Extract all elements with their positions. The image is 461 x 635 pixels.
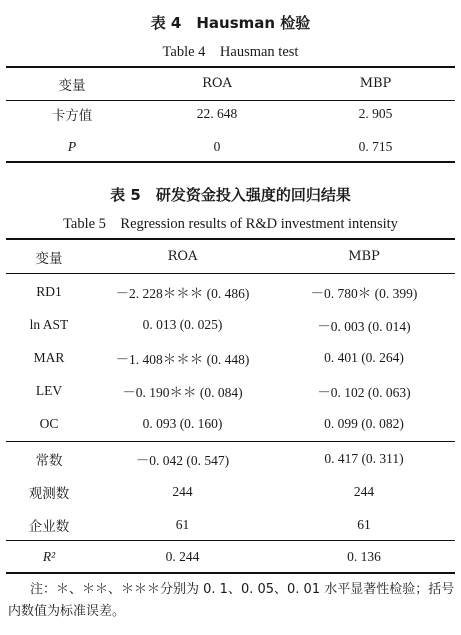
row-mbp-value: －0. 102 (0. 063) (317, 384, 411, 400)
table-row (6, 475, 455, 508)
row-mbp-value: －0. 780＊ (0. 399) (310, 285, 418, 301)
table4-header-row (6, 67, 455, 100)
row-roa-value: 61 (175, 516, 190, 532)
table-row (6, 407, 455, 440)
table-row (6, 442, 455, 475)
row-roa-value: 244 (172, 483, 193, 499)
table-row (6, 275, 455, 308)
table5-summary (6, 442, 455, 541)
row-mbp-value: 61 (357, 516, 371, 532)
row-label: 观测数 (28, 485, 70, 502)
table-row (6, 341, 455, 374)
row-roa-value: 0 (213, 138, 221, 154)
note-line-1: 注：＊、＊＊、＊＊＊分别为 0. 1、0. 05、0. 01 水平显著性检验；括号 (30, 582, 455, 597)
row-mbp-value: 2. 905 (358, 105, 393, 121)
table5-header-row (6, 240, 455, 273)
row-mbp-value: －0. 003 (0. 014) (317, 318, 411, 334)
row-label: 卡方值 (51, 107, 93, 124)
table4-caption-cn: 表 4 Hausman 检验 (150, 14, 311, 32)
table5-caption-en: Table 5 Regression results of R&D investment intensity (63, 216, 398, 232)
row-mbp-value: 0. 099 (0. 082) (324, 415, 404, 431)
table-row (6, 97, 455, 130)
row-roa-value: 22. 648 (196, 105, 238, 121)
row-label: OC (39, 415, 59, 431)
table-row (6, 130, 455, 163)
table-row (6, 540, 455, 573)
table5-header-mbp: MBP (348, 249, 380, 264)
table-note (8, 579, 455, 623)
row-mbp-value: 0. 715 (358, 138, 393, 154)
row-mbp-value: 0. 401 (0. 264) (324, 349, 404, 365)
row-roa-value: －2. 228＊＊＊ (0. 486) (115, 285, 250, 301)
row-label: P (67, 138, 77, 154)
row-mbp-value: 0. 417 (0. 311) (324, 450, 404, 466)
table4-bottom-rule (6, 161, 455, 163)
table5-header-rule (6, 273, 455, 274)
table-row (6, 374, 455, 407)
row-label: ln AST (29, 316, 69, 332)
table4-body (6, 97, 455, 163)
table4-header-variable: 变量 (58, 77, 86, 94)
table4-caption-en: Table 4 Hausman test (162, 44, 299, 60)
table5-coefficients (6, 275, 455, 440)
note-line-2: 内数值为标准误差。 (8, 604, 126, 619)
row-roa-value: －0. 042 (0. 547) (135, 452, 230, 468)
row-label: R² (42, 548, 56, 564)
table-row (6, 508, 455, 541)
row-label: MAR (33, 349, 65, 365)
table5-caption-cn: 表 5 研发资金投入强度的回归结果 (110, 186, 351, 204)
table4-header-roa: ROA (202, 76, 232, 91)
row-roa-value: 0. 013 (0. 025) (142, 316, 223, 332)
row-roa-value: 0. 093 (0. 160) (142, 415, 223, 431)
table4 (6, 67, 455, 100)
row-mbp-value: 0. 136 (347, 548, 381, 564)
row-label: 常数 (35, 452, 63, 469)
row-mbp-value: 244 (353, 483, 375, 499)
row-label: RD1 (36, 283, 62, 299)
table-row (6, 308, 455, 341)
table5-header-roa: ROA (167, 249, 198, 264)
row-roa-value: －1. 408＊＊＊ (0. 448) (115, 351, 250, 367)
row-roa-value: 0. 244 (165, 548, 200, 564)
table4-header-mbp: MBP (359, 76, 392, 91)
table5-header-variable: 变量 (35, 250, 63, 267)
table5-bottom-rule (6, 572, 455, 574)
table5-r2 (6, 540, 455, 573)
row-label: 企业数 (28, 518, 70, 535)
row-label: LEV (35, 382, 63, 398)
table5 (6, 240, 455, 273)
row-roa-value: －0. 190＊＊ (0. 084) (122, 384, 243, 400)
